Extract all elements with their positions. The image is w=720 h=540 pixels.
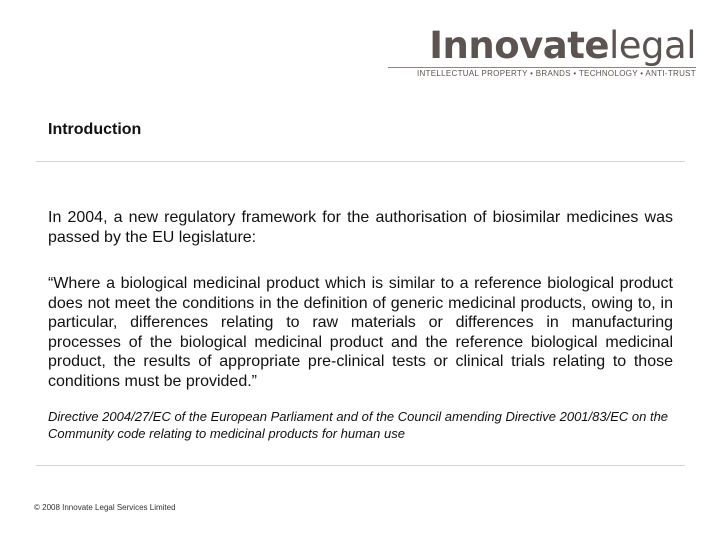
slide-title: Introduction	[48, 121, 142, 138]
directive-quote: “Where a biological medicinal product which is similar to a reference biological product does not meet the conditions in the definition of generic medicinal products, owing to, in particular, differences relating to raw materials or differences in manufacturing processes of the biological medicinal product and the reference biological medicinal product, the results of appropriate pre-clinical tests or clinical trials relating to those conditions must be provided.”	[48, 275, 673, 390]
logo-part-innovate: Innovate	[429, 24, 610, 67]
copyright-footer: © 2008 Innovate Legal Services Limited	[34, 503, 176, 512]
logo-wordmark	[429, 26, 696, 66]
logo-divider	[388, 67, 696, 68]
logo-part-legal: legal	[609, 24, 696, 67]
title-divider	[36, 161, 685, 162]
directive-citation: Directive 2004/27/EC of the European Parliament and of the Council amending Directive 2001/83/EC on the Community code relating to medicinal products for human use	[48, 409, 669, 441]
logo-tagline: INTELLECTUAL PROPERTY • BRANDS • TECHNOLOGY • ANTI-TRUST	[416, 69, 696, 78]
innovatelegal-logo	[429, 26, 696, 66]
intro-paragraph: In 2004, a new regulatory framework for the authorisation of biosimilar medicines was passed by the EU legislature:	[48, 209, 673, 246]
footer-divider	[36, 465, 685, 466]
